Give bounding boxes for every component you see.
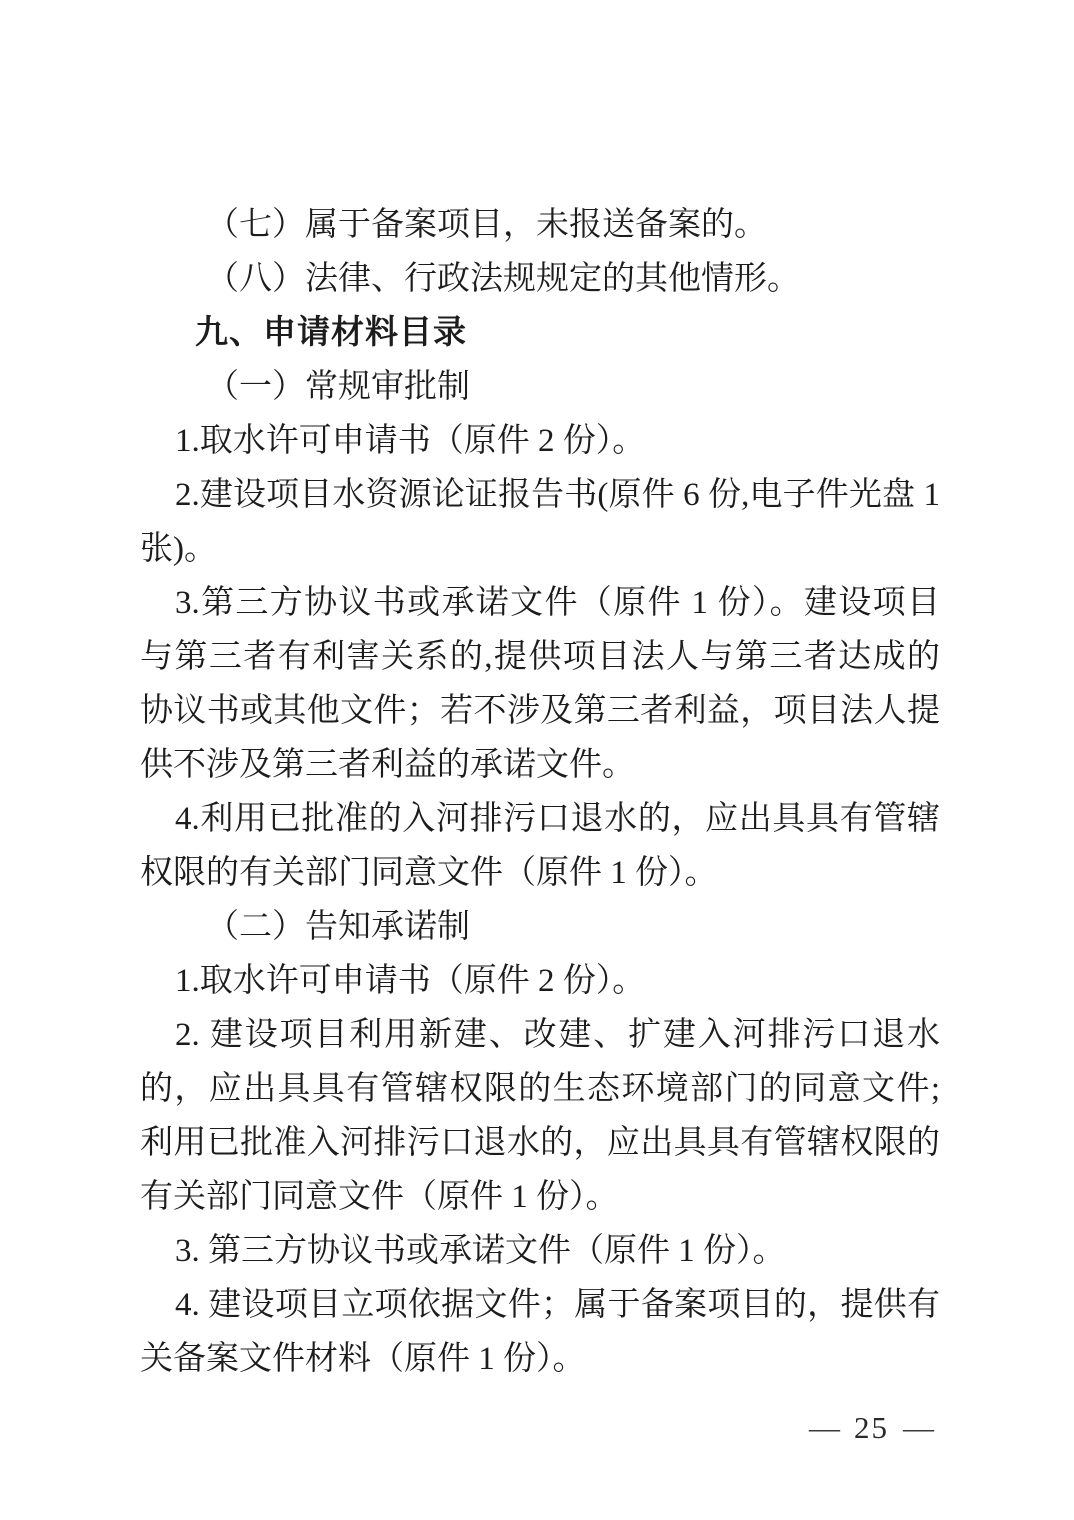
clause-7: （七）属于备案项目，未报送备案的。 [206,207,767,243]
footer-dash-right: — [903,1410,934,1445]
subsection-2-heading: （二）告知承诺制 [206,909,470,945]
clause-8: （八）法律、行政法规规定的其他情形。 [206,261,800,297]
s1-item-1: 1.取水许可申请书（原件 2 份）。 [175,423,646,459]
s2-item-2: 2. 建设项目利用新建、改建、扩建入河排污口退水的，应出具具有管辖权限的生态环境部门的同意文件;利用已批准入河排污口退水的，应出具具有管辖权限的有关部门同意文件（原件 1 份）。 [140,1017,940,1215]
footer-dash-left: — [809,1410,840,1445]
section-9-heading: 九、申请材料目录 [195,315,467,351]
s2-item-1: 1.取水许可申请书（原件 2 份）。 [175,963,646,999]
s2-item-4: 4. 建设项目立项依据文件；属于备案项目的，提供有关备案文件材料（原件 1 份）。 [140,1287,940,1377]
page-footer [809,1408,934,1448]
s2-item-3: 3. 第三方协议书或承诺文件（原件 1 份）。 [175,1233,786,1269]
s1-item-2: 2.建设项目水资源论证报告书(原件 6 份,电子件光盘 1 张)。 [140,477,940,567]
document-body [140,198,940,1386]
s1-item-4: 4.利用已批准的入河排污口退水的，应出具具有管辖权限的有关部门同意文件（原件 1 份）。 [140,801,940,891]
s1-item-3: 3.第三方协议书或承诺文件（原件 1 份）。建设项目与第三者有利害关系的,提供项目法人与第三者达成的协议书或其他文件；若不涉及第三者利益，项目法人提供不涉及第三者利益的承诺文件。 [140,585,940,783]
page-number: 25 [854,1410,889,1445]
subsection-1-heading: （一）常规审批制 [206,369,470,405]
